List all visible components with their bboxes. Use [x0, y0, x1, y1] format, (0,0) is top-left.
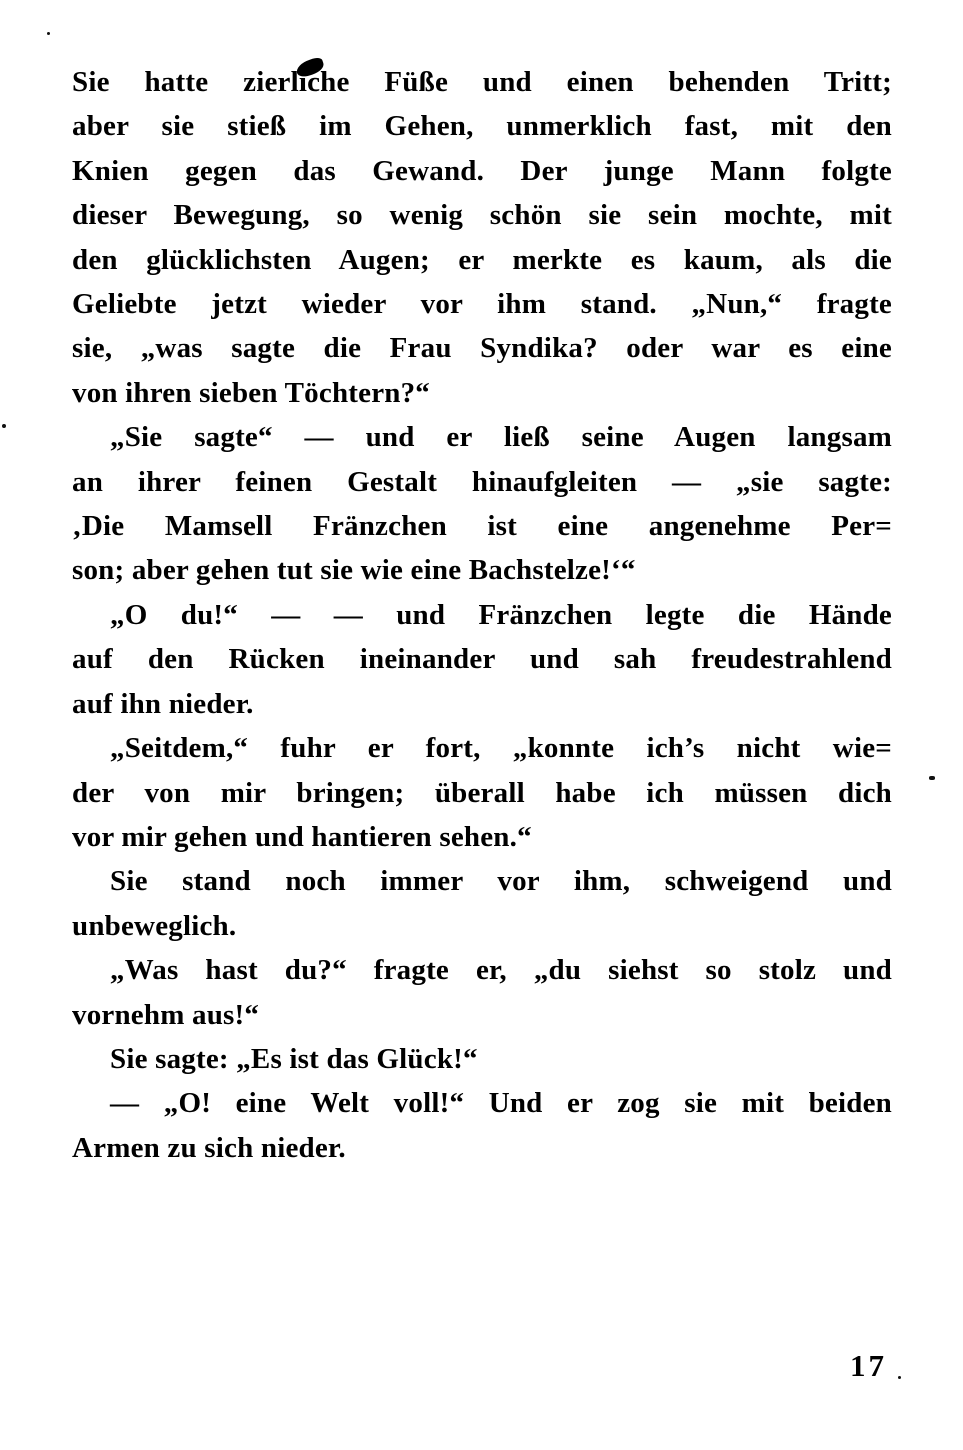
- text-line: sie, „was sagte die Frau Syndika? oder war es eine: [72, 332, 892, 365]
- text-line: „Sie sagte“ — und er ließ seine Augen langsam: [110, 421, 892, 454]
- text-line: Sie sagte: „Es ist das Glück!“: [110, 1042, 478, 1075]
- text-line: „Seitdem,“ fuhr er fort, „konnte ich’s nicht wie=: [110, 732, 892, 765]
- text-line: den glücklichsten Augen; er merkte es kaum, als die: [72, 243, 892, 276]
- text-line: auf ihn nieder.: [72, 687, 254, 720]
- text-line: Sie hatte zierliche Füße und einen behenden Tritt;: [72, 66, 892, 98]
- text-line: son; aber gehen tut sie wie eine Bachstelze!‘“: [72, 554, 636, 587]
- body-text: [72, 60, 892, 1170]
- text-line: — „O! eine Welt voll!“ Und er zog sie mit beiden: [110, 1087, 892, 1120]
- text-line: Armen zu sich nieder.: [72, 1131, 346, 1164]
- text-line: „O du!“ — — und Fränzchen legte die Hände: [110, 598, 892, 631]
- text-line: von ihren sieben Töchtern?“: [72, 376, 431, 409]
- text-line: Sie stand noch immer vor ihm, schweigend und: [110, 865, 892, 898]
- scan-speck: [2, 424, 6, 428]
- text-line: aber sie stieß im Gehen, unmerklich fast, mit den: [72, 110, 892, 143]
- text-line: Geliebte jetzt wieder vor ihm stand. „Nun,“ fragte: [72, 288, 892, 321]
- text-line: auf den Rücken ineinander und sah freudestrahlend: [72, 643, 892, 676]
- text-line: dieser Bewegung, so wenig schön sie sein mochte, mit: [72, 199, 892, 232]
- scan-speck: [929, 776, 935, 780]
- text-line: „Was hast du?“ fragte er, „du siehst so stolz und: [110, 954, 892, 987]
- text-line: unbeweglich.: [72, 909, 237, 942]
- text-line: an ihrer feinen Gestalt hinaufgleiten — „sie sagte:: [72, 465, 892, 498]
- text-line: der von mir bringen; überall habe ich müssen dich: [72, 776, 892, 809]
- text-line: ‚Die Mamsell Fränzchen ist eine angenehme Per=: [72, 510, 892, 543]
- text-line: vor mir gehen und hantieren sehen.“: [72, 820, 532, 853]
- text-line: Knien gegen das Gewand. Der junge Mann folgte: [72, 154, 892, 187]
- text-line: vornehm aus!“: [72, 998, 260, 1031]
- page-number: 17: [850, 1348, 887, 1383]
- scan-speck: [47, 32, 50, 35]
- scan-speck: [898, 1376, 901, 1379]
